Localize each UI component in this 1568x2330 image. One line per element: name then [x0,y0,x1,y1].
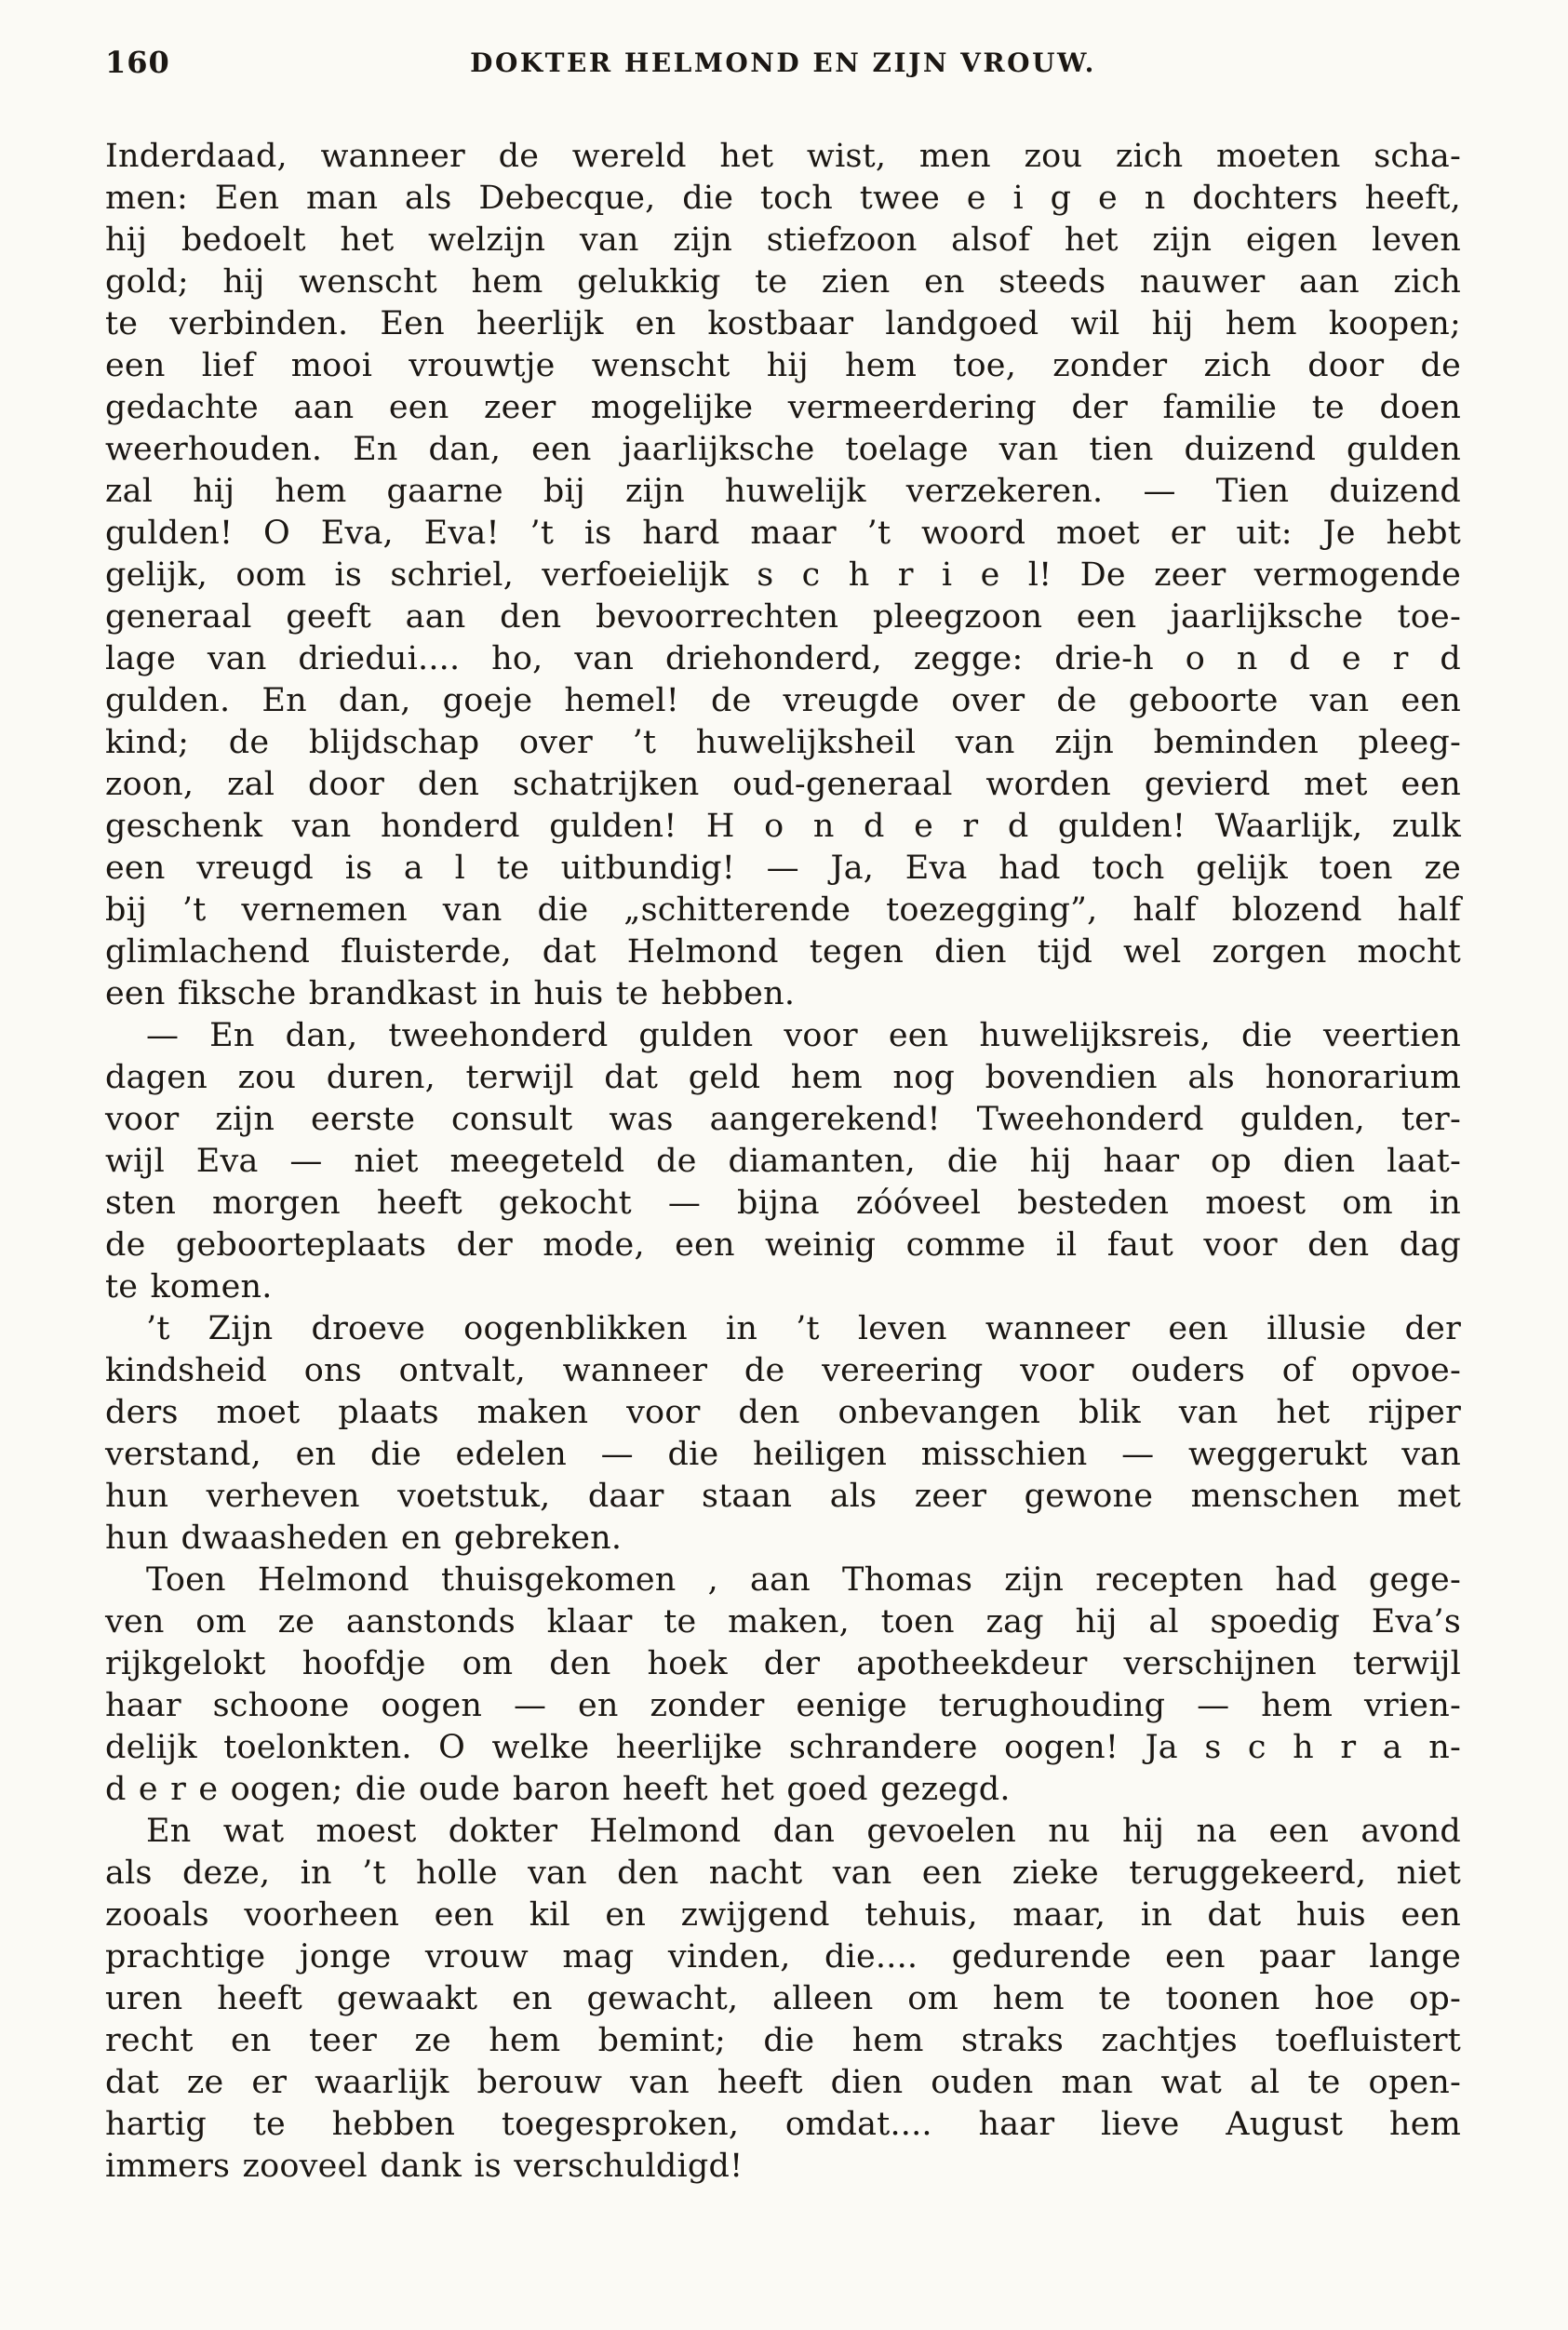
text-line: generaal geeft aan den bevoorrechten pleegzoon een jaarlijksche toe- [105,598,1461,636]
text-line: hun dwaasheden en gebreken. [105,1520,623,1557]
text-line: recht en teer ze hem bemint; die hem straks zachtjes toefluistert [105,2022,1461,2059]
text-line: men: Een man als Debecque, die toch twee e i g e n dochters heeft, [105,180,1461,217]
running-title: DOKTER HELMOND EN ZIJN VROUW. [470,47,1096,78]
text-line: prachtige jonge vrouw mag vinden, die.... gedurende een paar lange [105,1938,1461,1975]
text-line: gelijk, oom is schriel, verfoeielijk s c h r i e l! De zeer vermogende [105,556,1461,594]
paragraph [105,1811,1461,2188]
text-line: — En dan, tweehonderd gulden voor een huwelijksreis, die veertien [146,1017,1461,1054]
text-line: te verbinden. Een heerlijk en kostbaar landgoed wil hij hem koopen; [105,305,1461,342]
text-line: dat ze er waarlijk berouw van heeft dien ouden man wat al te open- [105,2064,1461,2101]
text-line: een lief mooi vrouwtje wenscht hij hem toe, zonder zich door de [105,347,1461,384]
text-line: sten morgen heeft gekocht — bijna zóóveel besteden moest om in [105,1185,1461,1222]
text-line: Toen Helmond thuisgekomen , aan Thomas zijn recepten had gege- [146,1561,1461,1599]
paragraph [105,1015,1461,1308]
text-line: een vreugd is a l te uitbundig! — Ja, Eva had toch gelijk toen ze [105,850,1461,887]
paragraph [105,1560,1461,1811]
text-line: gedachte aan een zeer mogelijke vermeerdering der familie te doen [105,389,1461,426]
text-line: En wat moest dokter Helmond dan gevoelen nu hij na een avond [146,1813,1461,1850]
text-line: hartig te hebben toegesproken, omdat.... haar lieve August hem [105,2106,1461,2143]
text-line: gulden. En dan, goeje hemel! de vreugde over de geboorte van een [105,682,1461,719]
text-line: zal hij hem gaarne bij zijn huwelijk verzekeren. — Tien duizend [105,473,1461,510]
text-line: d e r e oogen; die oude baron heeft het goed gezegd. [105,1771,1011,1808]
text-line: voor zijn eerste consult was aangerekend! Tweehonderd gulden, ter- [105,1101,1461,1138]
text-line: te komen. [105,1268,273,1306]
text-line: dagen zou duren, terwijl dat geld hem nog bovendien als honorarium [105,1059,1461,1096]
text-line: geschenk van honderd gulden! H o n d e r d gulden! Waarlijk, zulk [105,808,1461,845]
text-line: haar schoone oogen — en zonder eenige terughouding — hem vrien- [105,1687,1461,1724]
text-block [105,45,1461,2188]
text-line: gulden! O Eva, Eva! ’t is hard maar ’t woord moet er uit: Je hebt [105,515,1461,552]
text-line: delijk toelonkten. O welke heerlijke schrandere oogen! Ja s c h r a n- [105,1729,1461,1766]
text-line: kindsheid ons ontvalt, wanneer de vereering voor ouders of opvoe- [105,1352,1461,1389]
text-line: glimlachend fluisterde, dat Helmond tegen dien tijd wel zorgen mocht [105,933,1461,971]
text-line: ders moet plaats maken voor den onbevangen blik van het rijper [105,1394,1461,1431]
paragraph [105,136,1461,1015]
text-line: rijkgelokt hoofdje om den hoek der apotheekdeur verschijnen terwijl [105,1645,1461,1682]
text-line: gold; hij wenscht hem gelukkig te zien en steeds nauwer aan zich [105,263,1461,301]
text-line: uren heeft gewaakt en gewacht, alleen om hem te toonen hoe op- [105,1980,1461,2017]
text-line: wijl Eva — niet meegeteld de diamanten, die hij haar op dien laat- [105,1143,1461,1180]
text-line: zoon, zal door den schatrijken oud-generaal worden gevierd met een [105,766,1461,803]
text-line: lage van driedui.... ho, van driehonderd, zegge: drie-h o n d e r d [105,640,1461,677]
text-line: als deze, in ’t holle van den nacht van een zieke teruggekeerd, niet [105,1855,1461,1892]
paragraph [105,1308,1461,1560]
text-line: weerhouden. En dan, een jaarlijksche toelage van tien duizend gulden [105,431,1461,468]
text-line: Inderdaad, wanneer de wereld het wist, men zou zich moeten scha- [105,138,1461,175]
text-line: een fiksche brandkast in huis te hebben. [105,975,796,1012]
page-number: 160 [105,45,170,80]
text-line: hun verheven voetstuk, daar staan als zeer gewone menschen met [105,1478,1461,1515]
running-head [105,45,1461,87]
text-line: hij bedoelt het welzijn van zijn stiefzoon alsof het zijn eigen leven [105,221,1461,259]
text-line: de geboorteplaats der mode, een weinig comme il faut voor den dag [105,1226,1461,1264]
text-line: ’t Zijn droeve oogenblikken in ’t leven wanneer een illusie der [146,1310,1461,1347]
page-body [105,136,1461,2188]
text-line: bij ’t vernemen van die „schitterende toezegging”, half blozend half [105,891,1461,929]
text-line: verstand, en die edelen — die heiligen misschien — weggerukt van [105,1436,1461,1473]
text-line: immers zooveel dank is verschuldigd! [105,2148,744,2185]
text-line: ven om ze aanstonds klaar te maken, toen zag hij al spoedig Eva’s [105,1603,1461,1640]
text-line: kind; de blijdschap over ’t huwelijksheil van zijn beminden pleeg- [105,724,1461,761]
text-line: zooals voorheen een kil en zwijgend tehuis, maar, in dat huis een [105,1896,1461,1934]
